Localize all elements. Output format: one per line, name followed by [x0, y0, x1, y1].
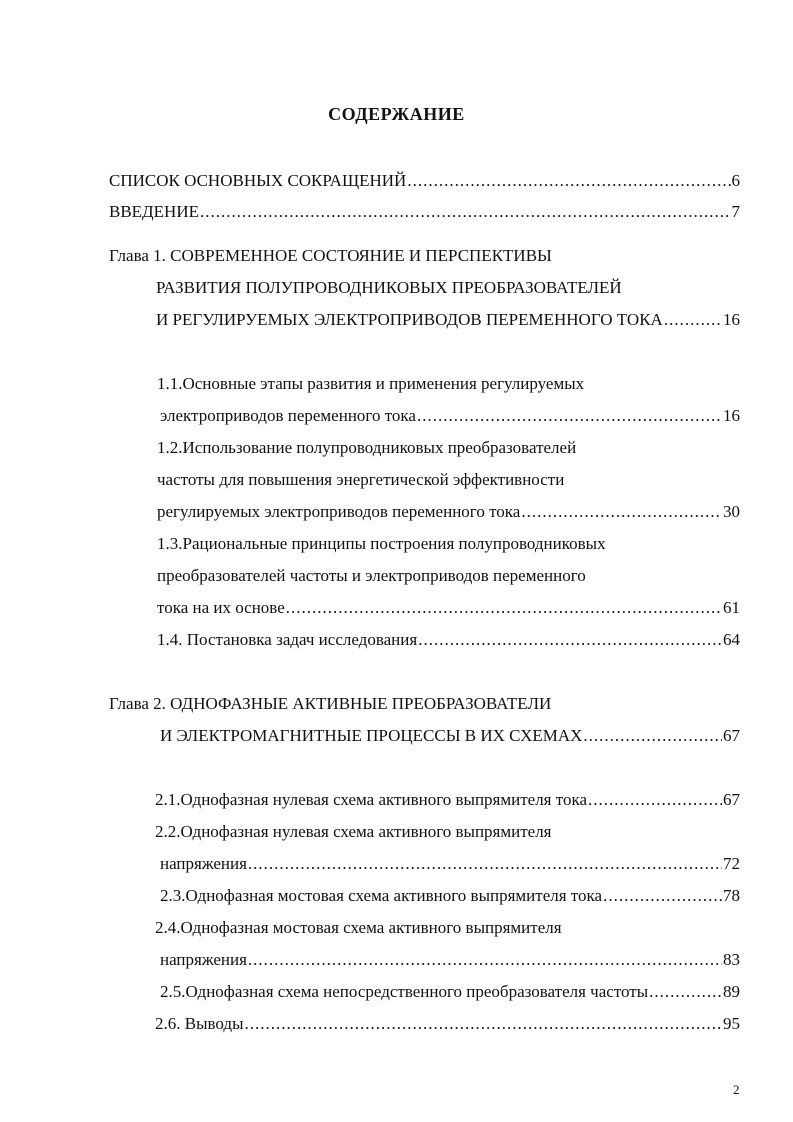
dot-leader: [407, 170, 730, 192]
dot-leader: [588, 789, 722, 811]
toc-entry-text: электроприводов переменного тока: [160, 406, 416, 425]
section-1-2-line-2: частоты для повышения энергетической эффективности: [157, 470, 565, 489]
toc-entry-abbreviations[interactable]: [109, 170, 740, 192]
page-title: СОДЕРЖАНИЕ: [328, 104, 465, 124]
toc-entry-section-2-3[interactable]: [160, 885, 740, 907]
section-1-1-line-1: 1.1.Основные этапы развития и применения регулируемых: [157, 374, 585, 393]
dot-leader: [664, 309, 722, 331]
toc-page-number: 6: [731, 171, 740, 190]
toc-entry-text: ВВЕДЕНИЕ: [109, 202, 199, 221]
toc-entry-section-2-1[interactable]: [155, 789, 740, 811]
toc-page-number: 64: [723, 630, 740, 649]
toc-page-number: 7: [731, 202, 740, 221]
section-1-3-line-2: преобразователей частоты и электроприводов переменного: [157, 566, 586, 585]
toc-page-number: 95: [723, 1014, 740, 1033]
dot-leader: [248, 949, 722, 971]
toc-page-number: 78: [723, 886, 740, 905]
toc-entry-section-1-2[interactable]: [157, 501, 740, 523]
toc-page-number: 16: [723, 310, 740, 329]
toc-entry-text: тока на их основе: [157, 598, 285, 617]
toc-entry-section-2-6[interactable]: [155, 1013, 740, 1035]
dot-leader: [583, 725, 722, 747]
toc-page-number: 61: [723, 598, 740, 617]
dot-leader: [417, 405, 722, 427]
toc-entry-text: 2.6. Выводы: [155, 1014, 244, 1033]
section-1-2-line-1: 1.2.Использование полупроводниковых преобразователей: [157, 438, 577, 457]
dot-leader: [649, 981, 722, 1003]
toc-page-number: 67: [723, 790, 740, 809]
dot-leader: [286, 597, 722, 619]
toc-entry-chapter-1[interactable]: [156, 309, 740, 331]
toc-entry-text: И ЭЛЕКТРОМАГНИТНЫЕ ПРОЦЕССЫ В ИХ СХЕМАХ: [160, 726, 583, 745]
toc-page-number: 89: [723, 982, 740, 1001]
dot-leader: [245, 1013, 722, 1035]
dot-leader: [200, 201, 731, 223]
dot-leader: [248, 853, 722, 875]
toc-entry-section-1-4[interactable]: [157, 629, 740, 651]
dot-leader: [418, 629, 722, 651]
toc-entry-section-2-4[interactable]: [160, 949, 740, 971]
page-number: 2: [733, 1082, 740, 1097]
toc-page-number: 67: [723, 726, 740, 745]
chapter-1-title-line-2: РАЗВИТИЯ ПОЛУПРОВОДНИКОВЫХ ПРЕОБРАЗОВАТЕЛЕЙ: [156, 278, 622, 297]
toc-page-number: 72: [723, 854, 740, 873]
toc-entry-section-1-3[interactable]: [157, 597, 740, 619]
toc-entry-text: 2.1.Однофазная нулевая схема активного выпрямителя тока: [155, 790, 587, 809]
toc-entry-text: СПИСОК ОСНОВНЫХ СОКРАЩЕНИЙ: [109, 171, 407, 190]
chapter-1-title-line-1: Глава 1. СОВРЕМЕННОЕ СОСТОЯНИЕ И ПЕРСПЕКТИВЫ: [109, 246, 552, 265]
toc-page-number: 83: [723, 950, 740, 969]
section-1-3-line-1: 1.3.Рациональные принципы построения полупроводниковых: [157, 534, 606, 553]
toc-entry-text: регулируемых электроприводов переменного тока: [157, 502, 521, 521]
dot-leader: [521, 501, 722, 523]
toc-entry-text: напряжения: [160, 854, 247, 873]
toc-entry-text: 2.5.Однофазная схема непосредственного преобразователя частоты: [160, 982, 649, 1001]
chapter-2-title-line-1: Глава 2. ОДНОФАЗНЫЕ АКТИВНЫЕ ПРЕОБРАЗОВАТЕЛИ: [109, 694, 552, 713]
toc-entry-text: И РЕГУЛИРУЕМЫХ ЭЛЕКТРОПРИВОДОВ ПЕРЕМЕННОГО ТОКА: [156, 310, 663, 329]
toc-entry-section-1-1[interactable]: [160, 405, 740, 427]
toc-page-number: 16: [723, 406, 740, 425]
toc-entry-text: 2.3.Однофазная мостовая схема активного выпрямителя тока: [160, 886, 603, 905]
section-2-4-line-1: 2.4.Однофазная мостовая схема активного выпрямителя: [155, 918, 562, 937]
toc-entry-section-2-5[interactable]: [160, 981, 740, 1003]
toc-entry-text: 1.4. Постановка задач исследования: [157, 630, 418, 649]
toc-entry-text: напряжения: [160, 950, 247, 969]
toc-entry-introduction[interactable]: [109, 201, 740, 223]
toc-entry-section-2-2[interactable]: [160, 853, 740, 875]
toc-page-number: 30: [723, 502, 740, 521]
toc-entry-chapter-2[interactable]: [160, 725, 740, 747]
dot-leader: [603, 885, 722, 907]
section-2-2-line-1: 2.2.Однофазная нулевая схема активного выпрямителя: [155, 822, 552, 841]
